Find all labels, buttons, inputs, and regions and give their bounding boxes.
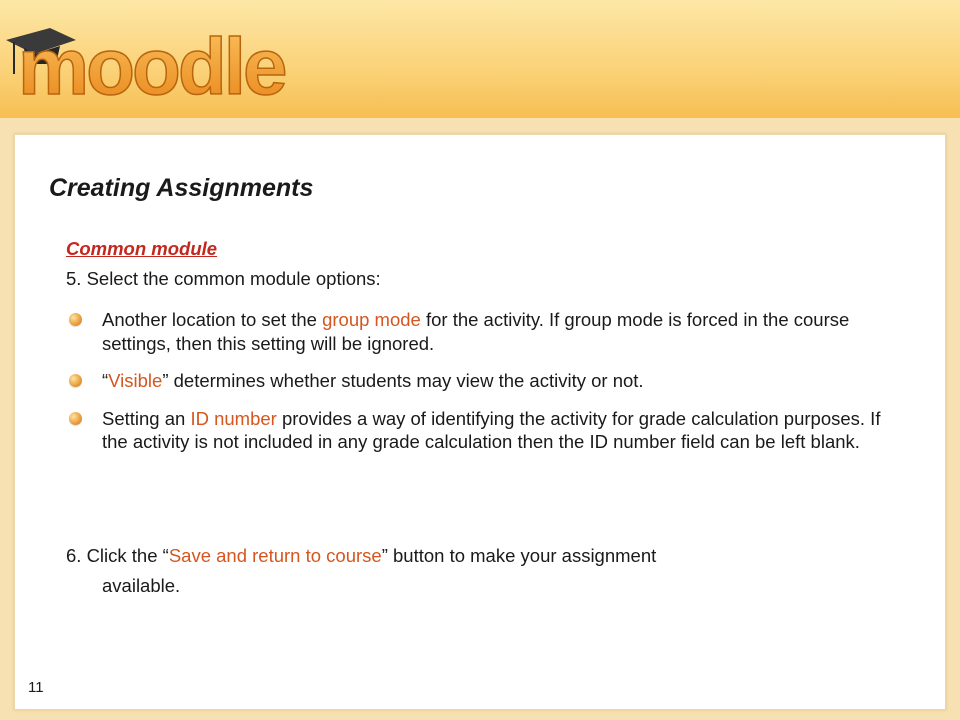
bullet-list: [66, 308, 906, 468]
bullet-text: for the activity. If group mode is forced in the course settings, then this setting will be ignored.: [102, 309, 850, 354]
bullet-icon: [69, 313, 82, 326]
step-6-continuation: available.: [102, 575, 181, 596]
bullet-text: Setting an: [102, 407, 191, 429]
highlight-term: ID number: [190, 407, 277, 429]
page-number: 11: [28, 679, 44, 696]
highlight-term: Visible: [108, 370, 163, 391]
bullet-item: [66, 308, 906, 355]
slide-title: Creating Assignments: [49, 174, 314, 202]
moodle-logo: [4, 14, 324, 104]
bullet-text: provides a way of identifying the activity for grade calculation purposes. If the activity is not included in any grade calculation then the ID number field can be left blank.: [102, 407, 881, 452]
step-6-text: 6. Click the “Save and return to course” button to make your assignment: [66, 545, 657, 566]
bullet-item: [66, 407, 906, 454]
bullet-item: [66, 369, 906, 393]
highlight-term: group mode: [322, 309, 421, 330]
save-return-label: Save and return to course: [168, 545, 382, 566]
svg-text:moodle: moodle: [18, 22, 285, 104]
bullet-icon: [69, 412, 82, 425]
section-heading: Common module: [66, 238, 218, 259]
bullet-icon: [69, 374, 82, 387]
bullet-text: Another location to set the: [102, 309, 323, 330]
bullet-text: ” determines whether students may view the activity or not.: [162, 370, 644, 391]
bullet-text: “: [102, 370, 109, 391]
header-banner: [0, 0, 960, 122]
step-5-text: 5. Select the common module options:: [66, 268, 381, 289]
